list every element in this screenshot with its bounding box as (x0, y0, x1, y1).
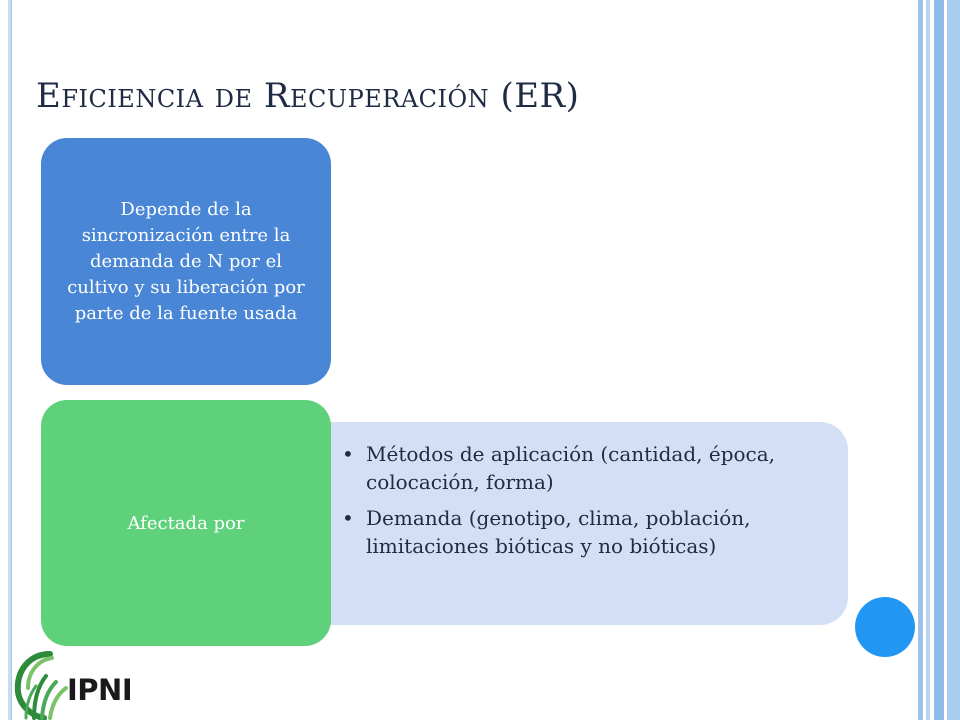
affected-by-box (41, 400, 331, 646)
slide-title: Eficiencia de Recuperación (ER) (36, 76, 580, 116)
logo-text: IPNI (67, 673, 133, 707)
factor-item-text: Demanda (genotipo, clima, población, limitaciones bióticas y no bióticas) (366, 506, 751, 558)
factor-item-text: Métodos de aplicación (cantidad, época, colocación, forma) (366, 442, 776, 494)
factor-item-demand (340, 504, 820, 560)
factors-list (340, 440, 820, 568)
right-stripe-decoration (916, 0, 960, 720)
bullet-icon: • (342, 442, 354, 466)
left-border-decoration (8, 0, 12, 720)
bullet-icon: • (342, 506, 354, 530)
dependency-box-text: Depende de la sincronización entre la demanda de N por el cultivo y su liberación por parte de la fuente usada (67, 198, 305, 324)
dependency-box (41, 138, 331, 385)
blue-circle-decoration (855, 597, 915, 657)
affected-by-label: Afectada por (127, 512, 245, 534)
factor-item-application-methods (340, 440, 820, 496)
